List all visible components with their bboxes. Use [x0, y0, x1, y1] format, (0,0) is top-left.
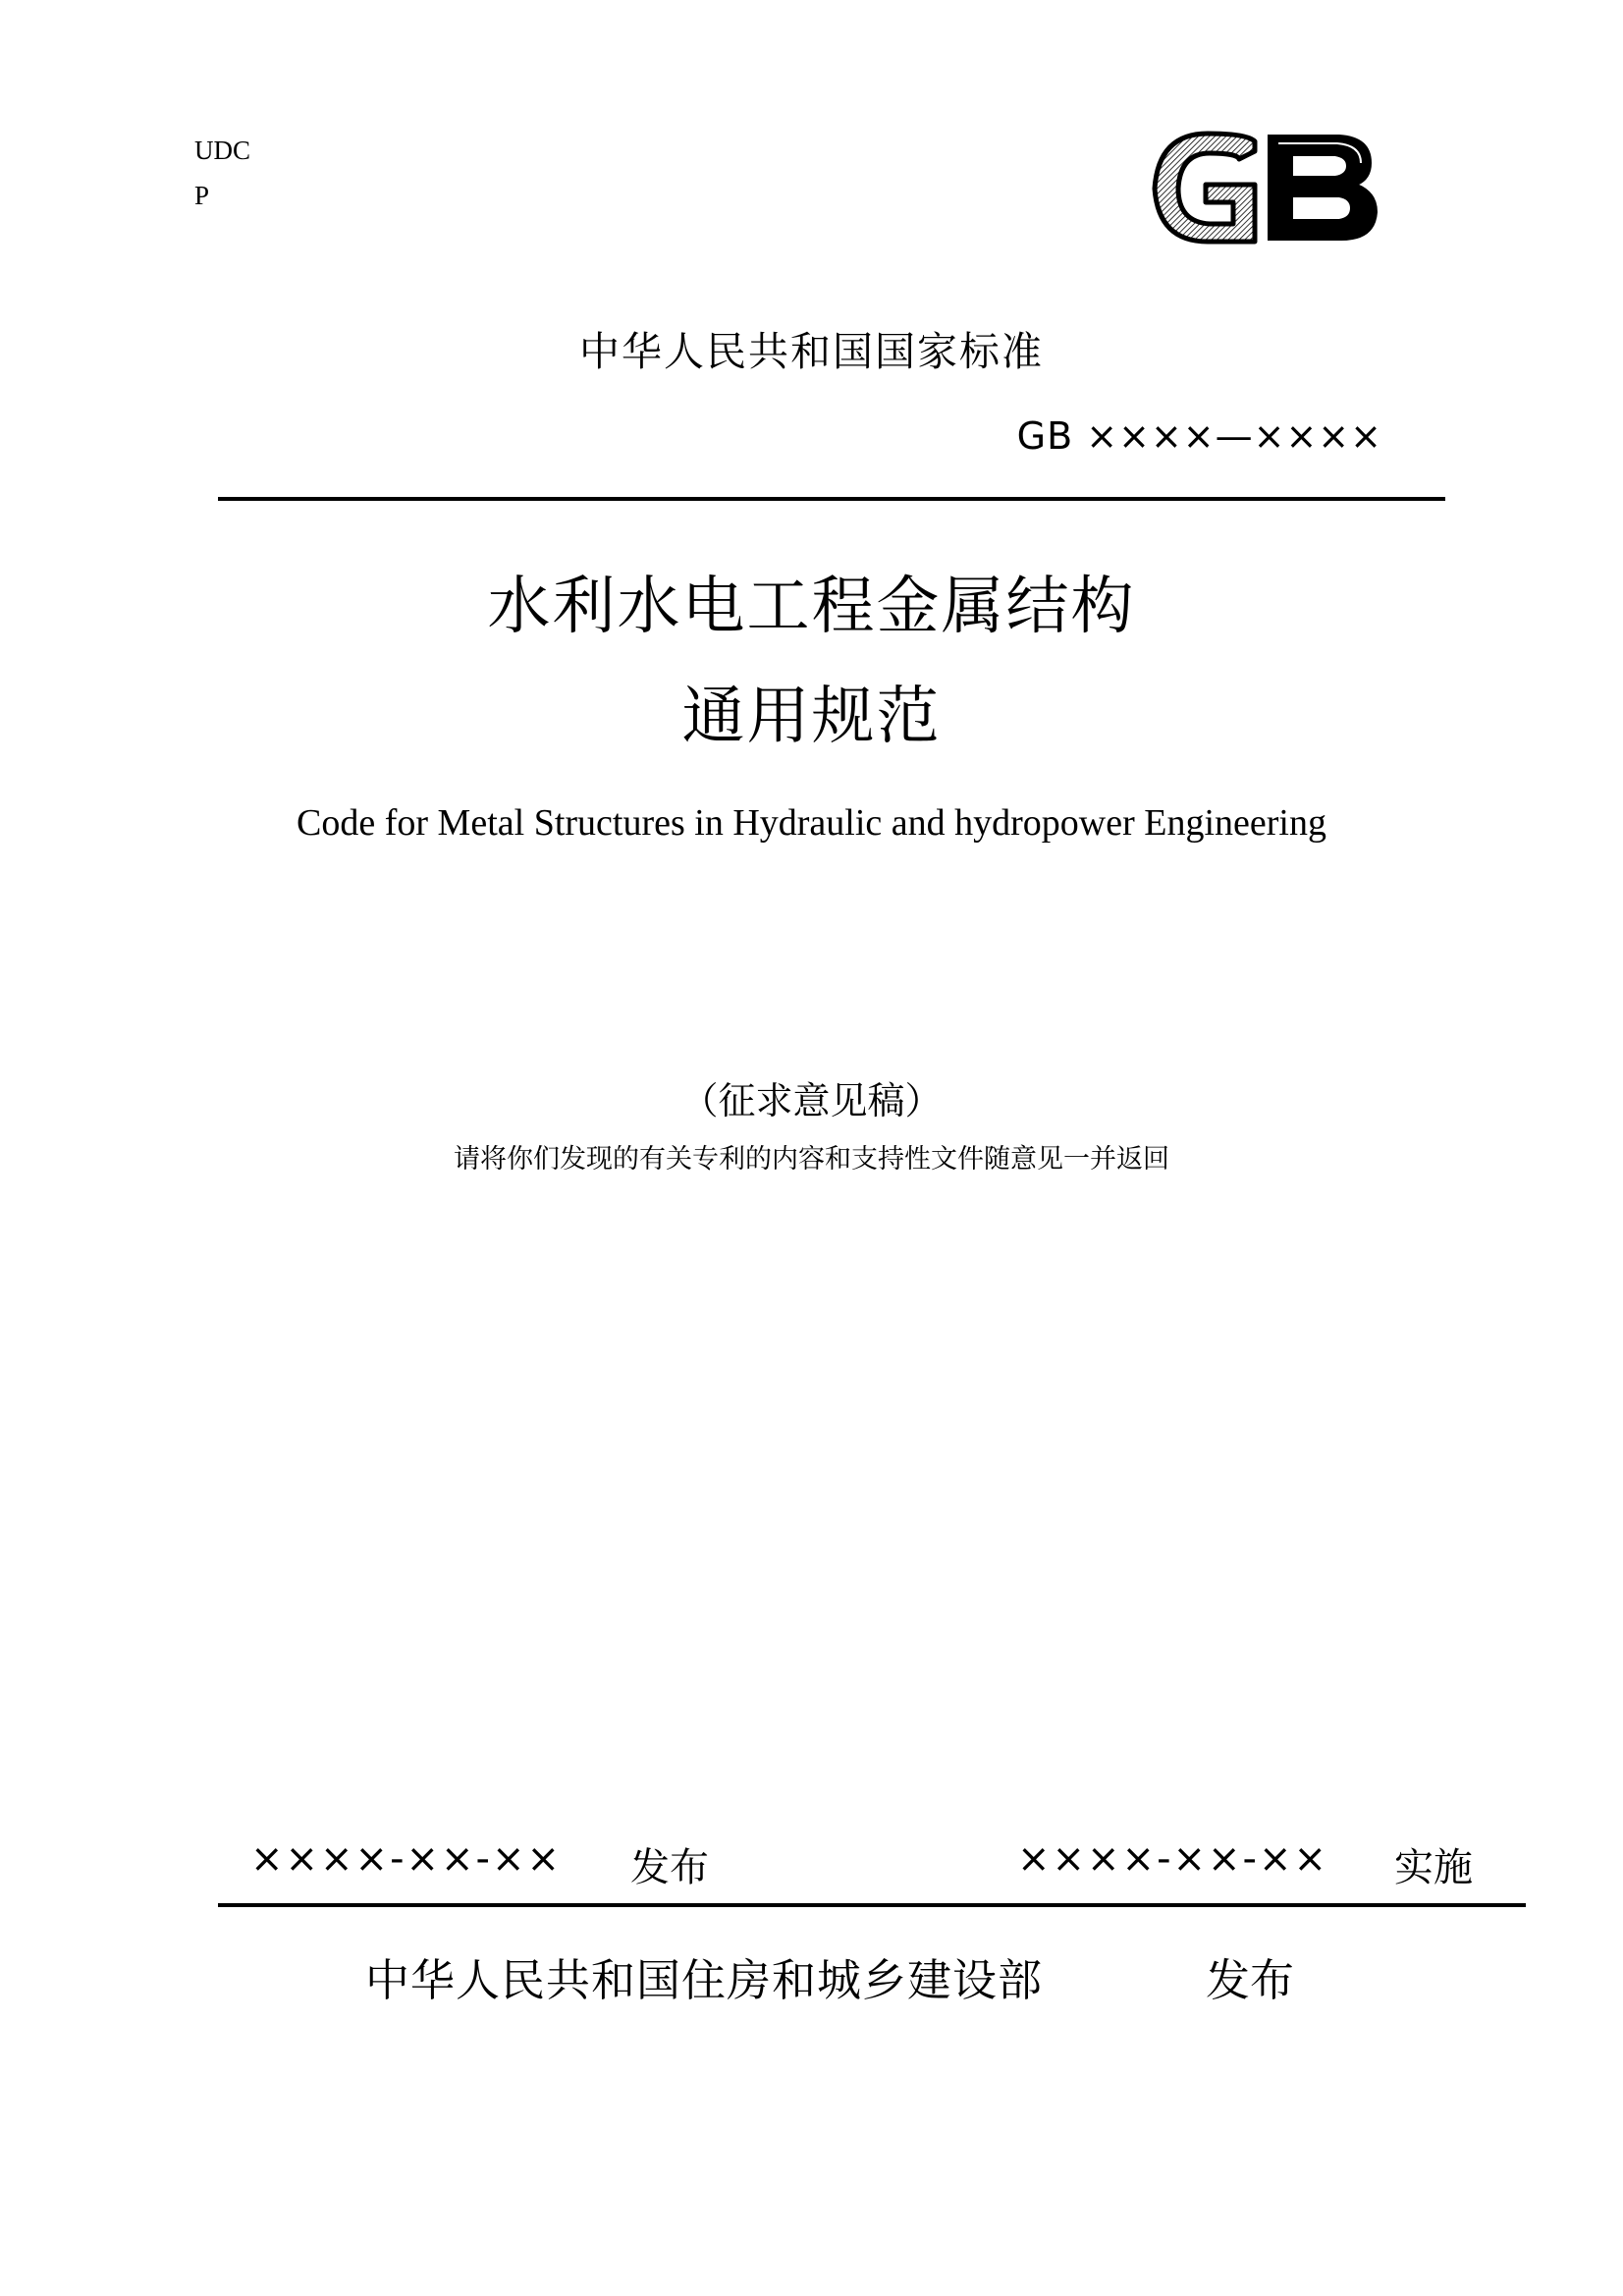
issuing-verb: 发布 [1206, 1954, 1295, 2006]
english-title: Code for Metal Structures in Hydraulic and hydropower Engineering [297, 802, 1326, 844]
implement-date: ××××-××-×× [1017, 1836, 1328, 1882]
title-line-2: 通用规范 [681, 681, 942, 753]
bottom-divider [218, 1903, 1526, 1907]
draft-status: （征求意见稿） [680, 1079, 943, 1122]
classification-code: P [194, 181, 210, 210]
standard-number: GB ××××—×××× [1016, 414, 1382, 458]
udc-label: UDC [194, 136, 251, 165]
gb-logo-icon [1149, 130, 1380, 246]
publish-label: 发布 [630, 1845, 709, 1890]
title-line-1: 水利水电工程金属结构 [487, 571, 1136, 643]
standard-type: 中华人民共和国国家标准 [579, 328, 1044, 375]
top-divider [218, 497, 1445, 501]
issuing-authority: 中华人民共和国住房和城乡建设部 [365, 1954, 1044, 2006]
patent-note: 请将你们发现的有关专利的内容和支持性文件随意见一并返回 [454, 1144, 1169, 1175]
implement-label: 实施 [1394, 1845, 1473, 1890]
publish-date: ××××-××-×× [250, 1836, 562, 1882]
